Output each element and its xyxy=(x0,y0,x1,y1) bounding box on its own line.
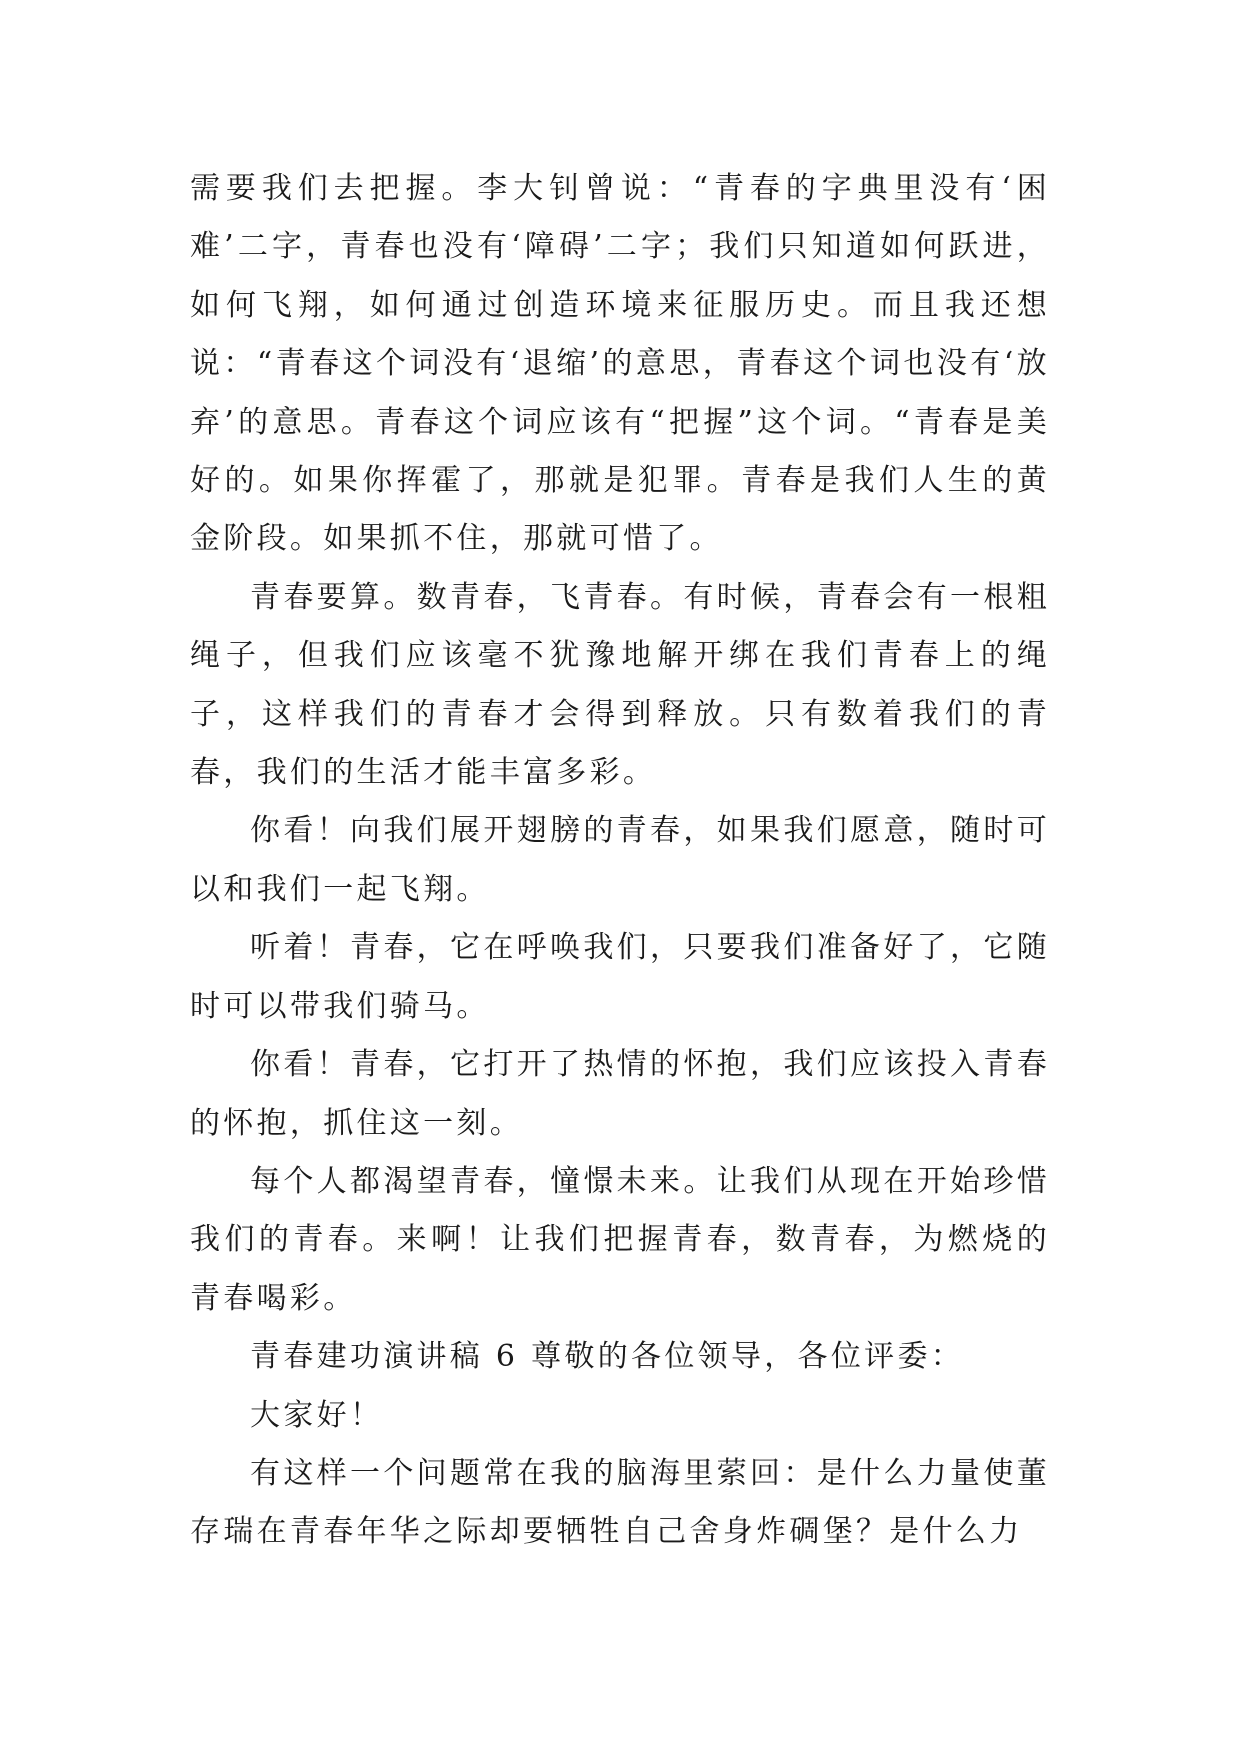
paragraph-7: 青春建功演讲稿 6 尊敬的各位领导，各位评委： xyxy=(250,1339,965,1375)
paragraph-2: 青春要算。数青春，飞青春。有时候，青春会有一根粗绳子，但我们应该毫不犹豫地解开绑在我们青春上的绳子，这样我们的青春才会得到释放。只有数着我们的青春，我们的生活才能丰富多彩。 xyxy=(190,579,1050,791)
paragraph-8: 大家好！ xyxy=(250,1397,384,1433)
document-body xyxy=(190,160,1050,1562)
paragraph-4: 听着！青春，它在呼唤我们，只要我们准备好了，它随时可以带我们骑马。 xyxy=(190,930,1050,1024)
paragraph-1: 需要我们去把握。李大钊曾说：“青春的字典里没有‘困难’二字，青春也没有‘障碍’二字；我们只知道如何跃进，如何飞翔，如何通过创造环境来征服历史。而且我还想说：“青春这个词没有‘退缩’的意思，青春这个词也没有‘放弃’的意思。青春这个词应该有“把握”这个词。“青春是美好的。如果你挥霍了，那就是犯罪。青春是我们人生的黄金阶段。如果抓不住，那就可惜了。 xyxy=(190,171,1050,557)
paragraph-9: 有这样一个问题常在我的脑海里萦回：是什么力量使董存瑞在青春年华之际却要牺牲自己舍身炸碉堡？是什么力 xyxy=(190,1455,1050,1550)
paragraph-5: 你看！青春，它打开了热情的怀抱，我们应该投入青春的怀抱，抓住这一刻。 xyxy=(190,1047,1050,1141)
paragraph-3: 你看！向我们展开翅膀的青春，如果我们愿意，随时可以和我们一起飞翔。 xyxy=(190,813,1050,907)
paragraph-6: 每个人都渴望青春，憧憬未来。让我们从现在开始珍惜我们的青春。来啊！让我们把握青春，数青春，为燃烧的青春喝彩。 xyxy=(190,1163,1050,1316)
